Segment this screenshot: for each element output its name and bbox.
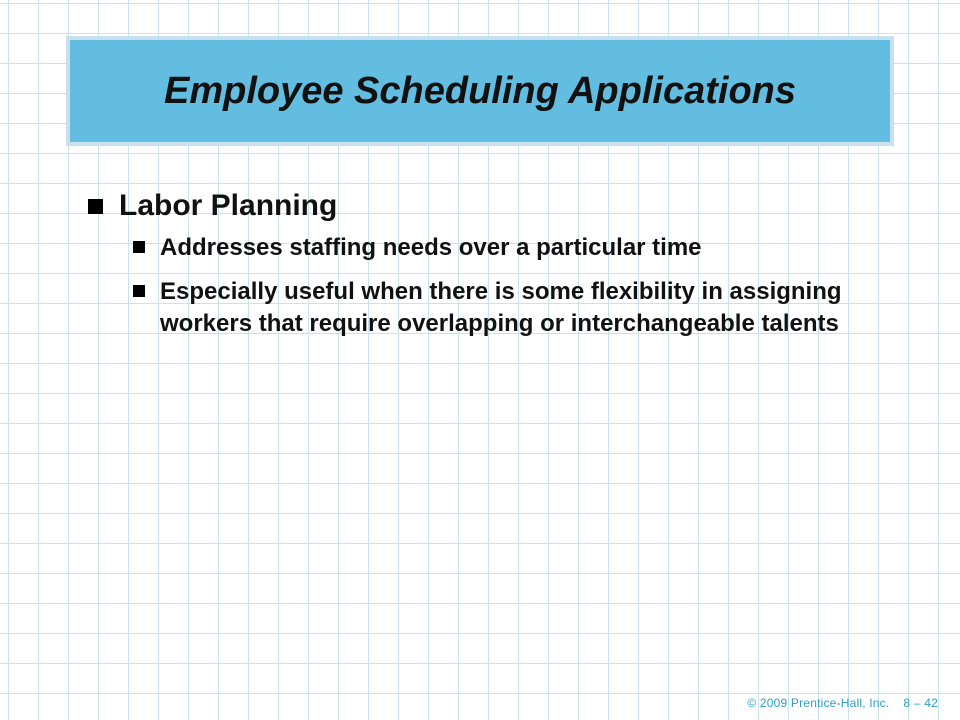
copyright-text: © 2009 Prentice-Hall, Inc.: [747, 696, 890, 710]
square-bullet-icon: [133, 285, 145, 297]
title-banner: [66, 36, 894, 146]
square-bullet-icon: [133, 241, 145, 253]
subbullet-text: Especially useful when there is some flexibility in assigning workers that require overlapping or interchangeable talents: [160, 278, 842, 337]
slide-content: [86, 186, 886, 352]
square-bullet-icon: [88, 199, 103, 214]
slide-footer: [747, 696, 938, 710]
subbullet-flexibility: [160, 276, 890, 340]
bullet-label: Labor Planning: [119, 189, 338, 222]
bullet-labor-planning: [86, 186, 886, 226]
slide-title: Employee Scheduling Applications: [163, 69, 797, 112]
page-number: 8 – 42: [903, 696, 938, 710]
subbullet-staffing-needs: [160, 232, 890, 264]
subbullet-text: Addresses staffing needs over a particular time: [160, 234, 702, 261]
